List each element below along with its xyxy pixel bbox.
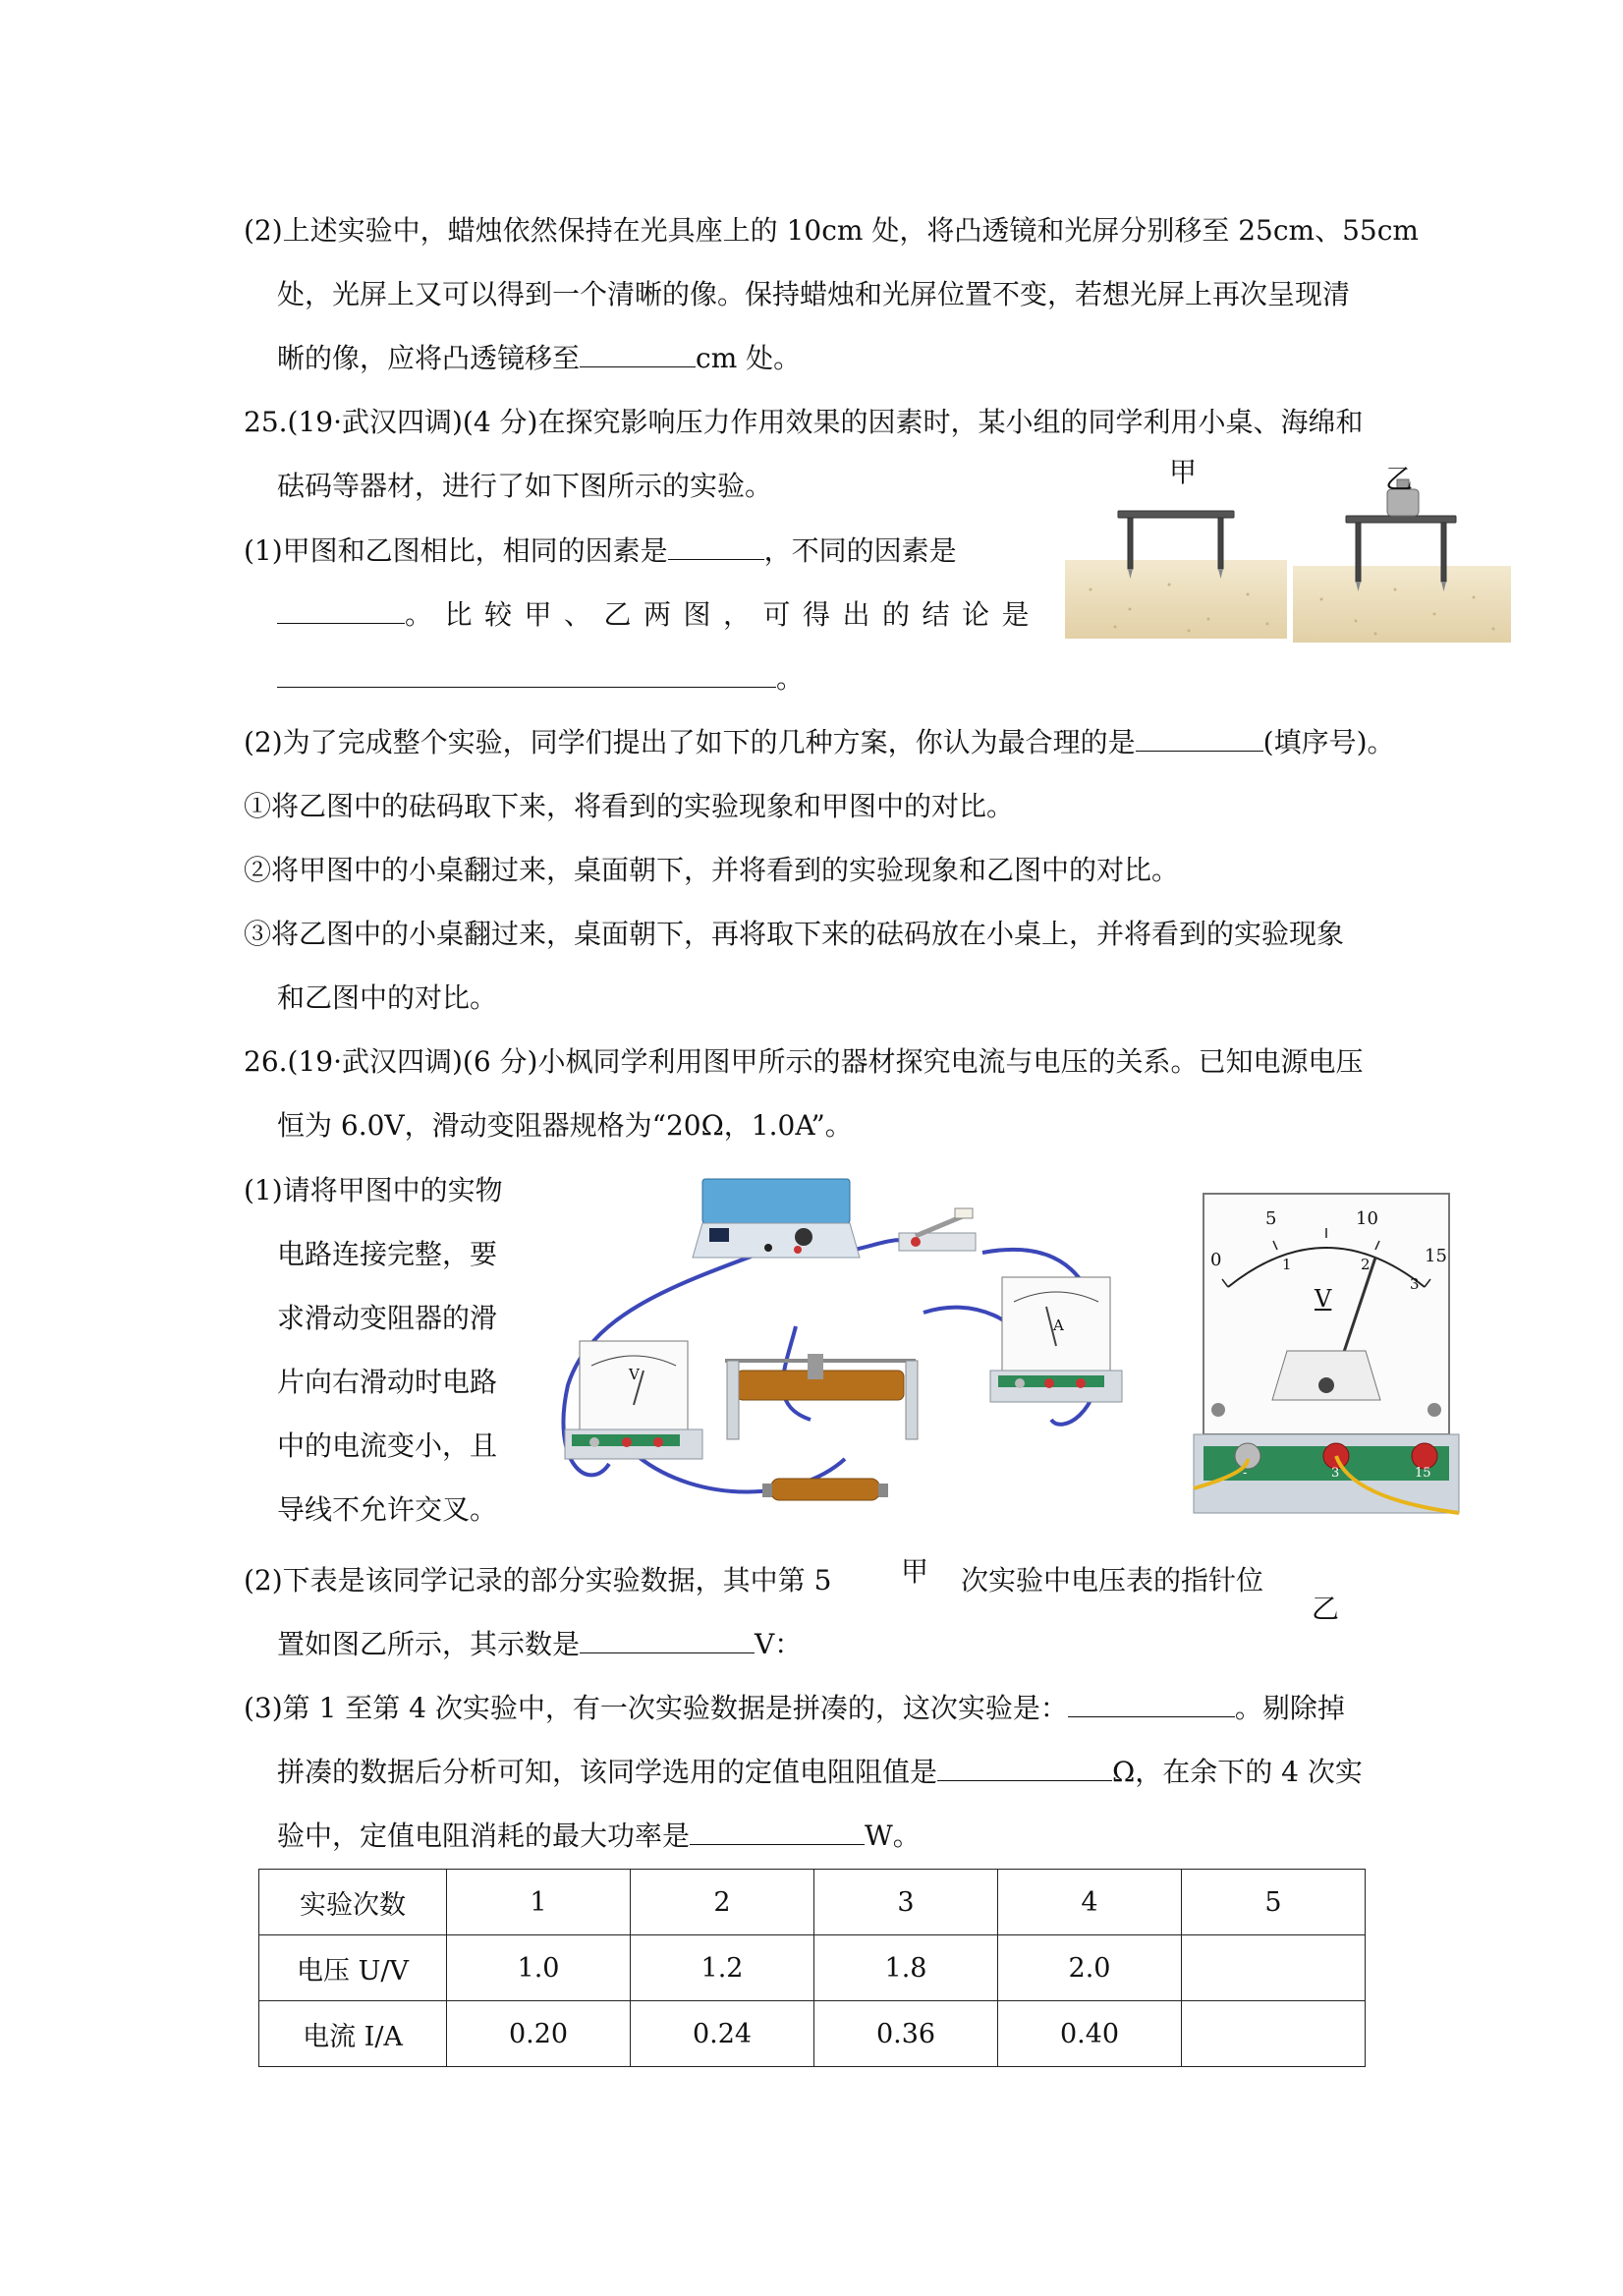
q25-p1-line2 <box>277 595 1041 635</box>
q25-p1-line3 <box>277 659 804 699</box>
q25-intro-line1: 25.(19·武汉四调)(4 分)在探究影响压力作用效果的因素时，某小组的同学利用小桌、海绵和 <box>244 406 1364 438</box>
q25-option-3-line2: 和乙图中的对比。 <box>277 981 498 1014</box>
q25-option-3-line1: ③将乙图中的小桌翻过来，桌面朝下，再将取下来的砝码放在小桌上，并将看到的实验现象 <box>244 918 1345 950</box>
answer-blank[interactable] <box>580 339 696 367</box>
answer-blank[interactable] <box>1068 1689 1235 1717</box>
table-cell: 3 <box>814 1870 998 1935</box>
figure-label-yi: 乙 <box>1385 463 1414 495</box>
q26-p3-line1-text: (3)第 1 至第 4 次实验中，有一次实验数据是拼凑的，这次实验是： <box>244 1692 1068 1724</box>
table-cell[interactable] <box>1182 1935 1366 2001</box>
scale-label: 2 <box>1361 1256 1371 1273</box>
sponge-jia <box>1065 560 1287 639</box>
q26-p3-line1-tail: 。剔除掉 <box>1234 1692 1345 1724</box>
q26-p3-line3-text: 验中，定值电阻消耗的最大功率是 <box>277 1820 691 1852</box>
scale-label: 1 <box>1282 1256 1292 1273</box>
figure-label-jia-2: 甲 <box>901 1555 929 1588</box>
q26-p2-line1a: (2)下表是该同学记录的部分实验数据，其中第 5 <box>244 1564 832 1596</box>
q26-p3-line3 <box>277 1817 921 1856</box>
q25-p1-line3-tail: 。 <box>776 662 805 695</box>
q25-figure <box>1061 452 1513 648</box>
q25-p1-line1 <box>244 532 957 571</box>
scale-label: 10 <box>1356 1208 1378 1229</box>
answer-blank[interactable] <box>1136 723 1263 752</box>
small-ammeter-unit: A <box>1053 1316 1064 1334</box>
q26-p3-line1 <box>244 1689 1345 1728</box>
knife-switch <box>899 1208 976 1251</box>
table-cell: 实验次数 <box>259 1870 447 1935</box>
q26-p2-line2 <box>277 1625 802 1664</box>
q24-p2-line3-tail: cm 处。 <box>696 342 802 374</box>
sponge-yi <box>1293 566 1511 643</box>
experiment-data-table <box>258 1869 1366 2067</box>
answer-blank[interactable] <box>690 1817 865 1845</box>
table-cell: 2.0 <box>998 1935 1182 2001</box>
fixed-resistor <box>762 1479 888 1500</box>
q26-p1-line: 求滑动变阻器的滑 <box>277 1302 498 1334</box>
q26-p1-line: 中的电流变小，且 <box>277 1429 498 1462</box>
table-cell: 0.40 <box>998 2001 1182 2067</box>
q26-p2-line2-text: 置如图乙所示，其示数是 <box>277 1628 581 1660</box>
q26-p1-line: (1)请将甲图中的实物 <box>244 1174 503 1206</box>
q26-p1-line: 导线不允许交叉。 <box>277 1493 498 1526</box>
table-cell: 2 <box>631 1870 814 1935</box>
q26-p3-line2-tail: Ω，在余下的 4 次实 <box>1112 1756 1363 1788</box>
table-cell: 0.36 <box>814 2001 998 2067</box>
q25-option-2: ②将甲图中的小桌翻过来，桌面朝下，并将看到的实验现象和乙图中的对比。 <box>244 854 1180 886</box>
table-cell: 电压 U/V <box>259 1935 447 2001</box>
circuit-figure <box>550 1169 1159 1533</box>
terminal-label: 15 <box>1415 1466 1431 1481</box>
q24-p2-line3-text: 晰的像，应将凸透镜移至 <box>277 342 581 374</box>
q24-p2-line2: 处，光屏上又可以得到一个清晰的像。保持蜡烛和光屏位置不变，若想光屏上再次呈现清 <box>277 278 1351 310</box>
small-voltmeter <box>565 1341 702 1459</box>
table-cell: 1.8 <box>814 1935 998 2001</box>
table-cell: 1.0 <box>447 1935 631 2001</box>
scale-label: 5 <box>1265 1208 1277 1229</box>
sponge-table-diagram <box>1061 452 1513 648</box>
terminal-label: - <box>1243 1466 1248 1481</box>
voltmeter-figure <box>1189 1189 1464 1533</box>
q24-p2-line1: (2)上述实验中，蜡烛依然保持在光具座上的 10cm 处，将凸透镜和光屏分别移至 25cm、55cm <box>244 214 1419 247</box>
sliding-rheostat <box>725 1354 918 1439</box>
q25-p2-text: (2)为了完成整个实验，同学们提出了如下的几种方案，你认为最合理的是 <box>244 726 1136 758</box>
q26-p2-line1b: 次实验中电压表的指针位 <box>961 1564 1264 1596</box>
q26-p3-line3-tail: W。 <box>865 1820 921 1852</box>
answer-blank[interactable] <box>580 1625 755 1653</box>
answer-blank[interactable] <box>277 659 776 688</box>
q25-p2 <box>244 723 1395 762</box>
answer-blank[interactable] <box>937 1753 1112 1781</box>
scale-label: 3 <box>1410 1275 1420 1293</box>
answer-blank[interactable] <box>668 532 764 560</box>
q26-p1-line: 片向右滑动时电路 <box>277 1366 498 1398</box>
q25-option-1: ①将乙图中的砝码取下来，将看到的实验现象和甲图中的对比。 <box>244 790 1015 822</box>
q24-p2-line3 <box>277 339 801 378</box>
q25-intro-line2: 砝码等器材，进行了如下图所示的实验。 <box>277 470 773 502</box>
table-cell: 1.2 <box>631 1935 814 2001</box>
table-row <box>259 1870 1366 1935</box>
q26-intro-line2: 恒为 6.0V，滑动变阻器规格为“20Ω，1.0A”。 <box>277 1109 853 1142</box>
q25-p1-line1-tail: ，不同的因素是 <box>763 534 957 567</box>
q25-p1-line2-text: 。比较甲、乙两图，可得出的结论是 <box>405 598 1042 631</box>
small-ammeter <box>990 1277 1122 1402</box>
table-row <box>259 1935 1366 2001</box>
meter-unit: V <box>1315 1285 1332 1313</box>
voltmeter-diagram <box>1189 1189 1464 1533</box>
table-cell: 1 <box>447 1870 631 1935</box>
q25-p1-line1-text: (1)甲图和乙图相比，相同的因素是 <box>244 534 668 567</box>
q26-intro-line1: 26.(19·武汉四调)(6 分)小枫同学利用图甲所示的器材探究电流与电压的关系。已知电源电压 <box>244 1045 1364 1078</box>
figure-label-yi-2: 乙 <box>1312 1593 1340 1625</box>
circuit-diagram <box>550 1169 1159 1533</box>
small-voltmeter-unit: V <box>629 1366 640 1383</box>
figure-label-jia: 甲 <box>1169 456 1198 488</box>
scale-label: 0 <box>1210 1250 1222 1270</box>
table-cell: 5 <box>1182 1870 1366 1935</box>
q26-p3-line2 <box>277 1753 1363 1792</box>
table-cell: 0.20 <box>447 2001 631 2067</box>
table-cell: 电流 I/A <box>259 2001 447 2067</box>
q26-p2-line2-tail: V： <box>755 1628 803 1660</box>
table-cell: 4 <box>998 1870 1182 1935</box>
table-cell[interactable] <box>1182 2001 1366 2067</box>
terminal-label: 3 <box>1331 1466 1340 1481</box>
power-supply <box>693 1179 860 1258</box>
table-cell: 0.24 <box>631 2001 814 2067</box>
q26-p3-line2-text: 拼凑的数据后分析可知，该同学选用的定值电阻阻值是 <box>277 1756 938 1788</box>
scale-label: 15 <box>1425 1246 1447 1266</box>
q26-p1-line: 电路连接完整，要 <box>277 1238 498 1270</box>
answer-blank[interactable] <box>277 595 405 624</box>
table-row <box>259 2001 1366 2067</box>
q25-p2-tail: (填序号)。 <box>1262 726 1395 758</box>
